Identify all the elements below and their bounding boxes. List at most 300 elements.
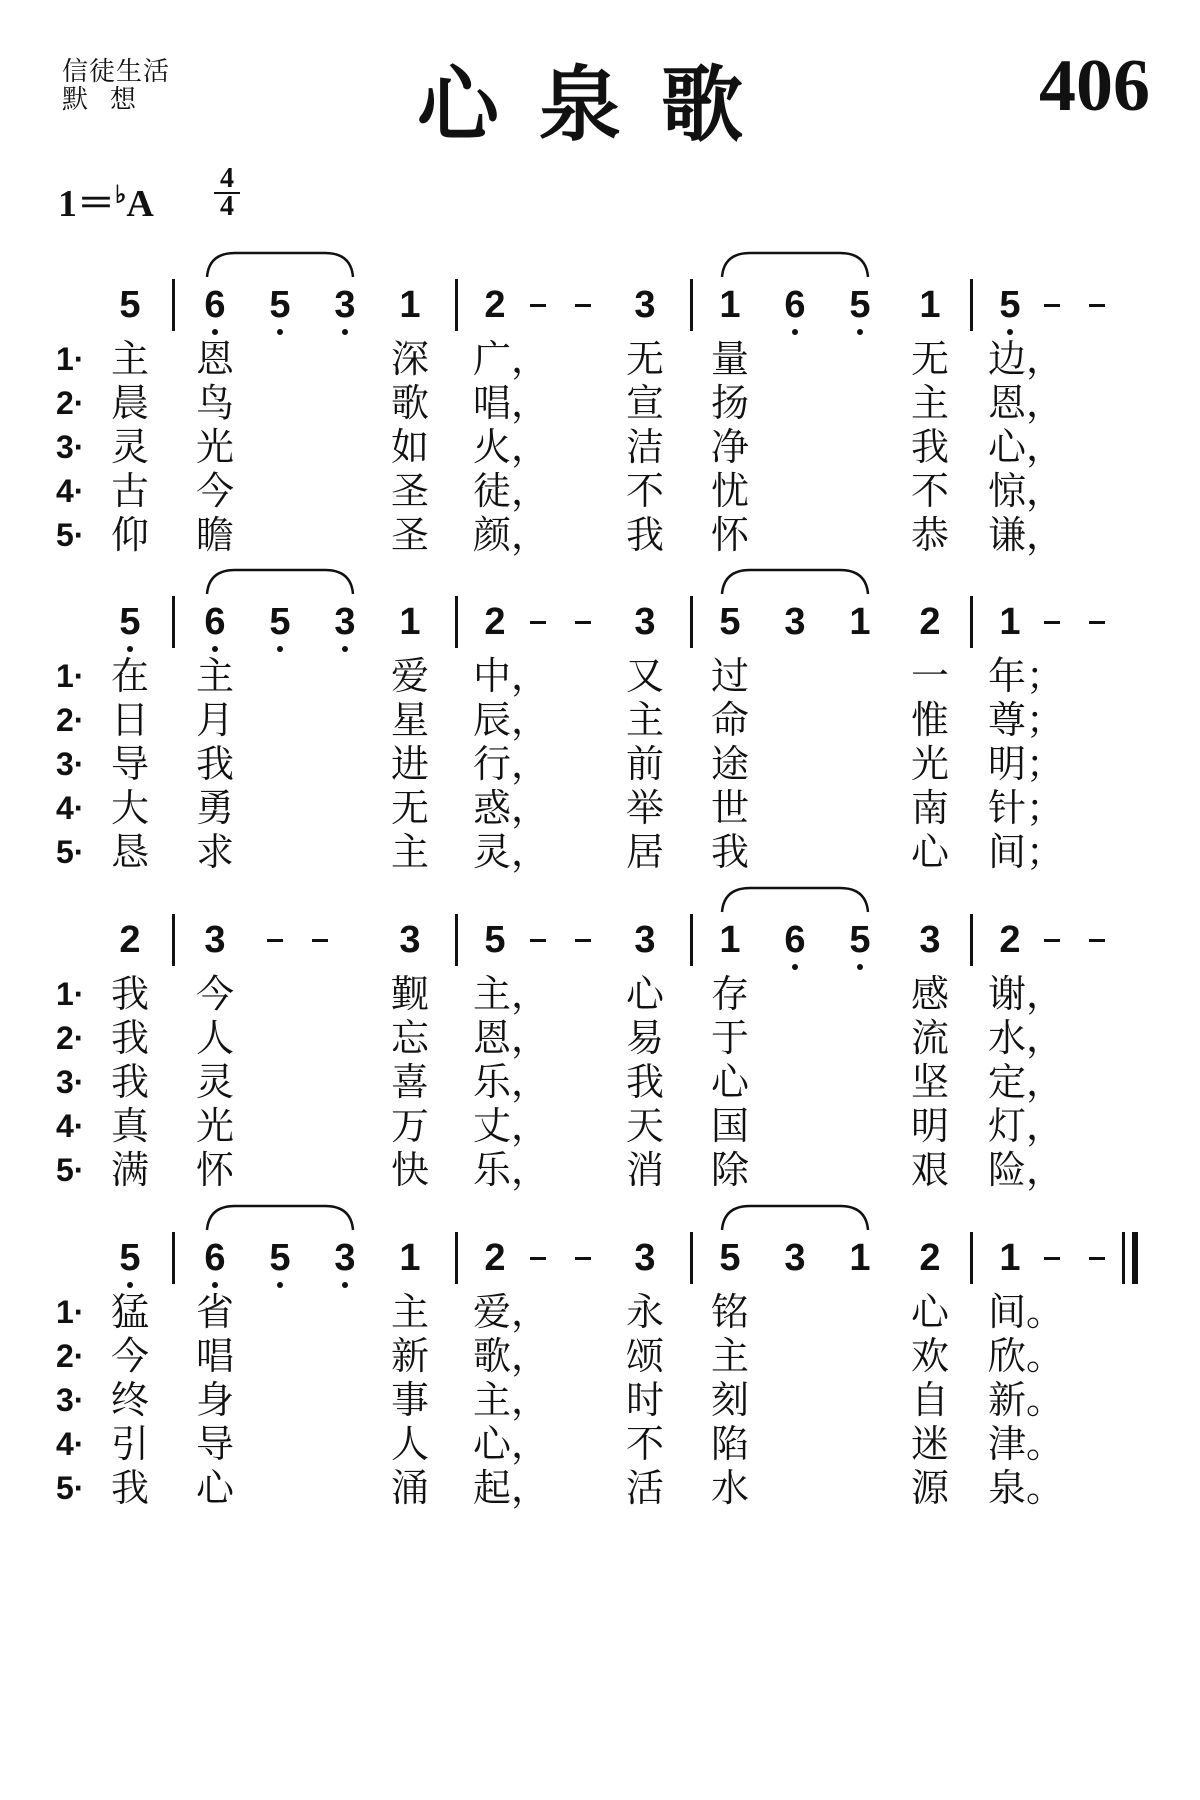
lyric-syllable: 心 [910, 830, 949, 874]
note: 5 [119, 1237, 141, 1279]
lyric-syllable: 主 [390, 1290, 429, 1334]
lyric-syllable: 主 [110, 337, 149, 381]
lyric-syllable: 今 [195, 469, 234, 513]
final-barline [1122, 1232, 1125, 1284]
barline [172, 914, 175, 966]
lyric-syllable: 坚 [910, 1060, 949, 1104]
verse-number: 4· [56, 1426, 85, 1462]
lyric-syllable: 险， [988, 1148, 1065, 1192]
note: 3 [784, 601, 806, 643]
verse-number: 3· [56, 429, 85, 465]
low-octave-dot [857, 329, 863, 335]
lyric-syllable: 陷 [710, 1422, 749, 1466]
lyric-syllable: 谦， [988, 513, 1065, 557]
lyric-syllable: 惑， [473, 786, 550, 830]
verse-number: 2· [56, 702, 85, 738]
lyric-syllable: 铭 [710, 1290, 749, 1334]
lyric-syllable: 涌 [390, 1466, 429, 1510]
lyric-syllable: 人 [195, 1016, 234, 1060]
lyric-syllable: 主 [195, 654, 234, 698]
lyric-syllable: 灵 [195, 1060, 234, 1104]
slur-layer [0, 247, 1200, 287]
lyric-syllable: 爱 [390, 654, 429, 698]
note: 2 [484, 1237, 506, 1279]
lyric-syllable: 举 [625, 786, 664, 830]
lyric-syllable: 身 [195, 1378, 234, 1422]
note: 2 [484, 284, 506, 326]
lyric-syllable: 颜， [473, 513, 550, 557]
verse-number: 4· [56, 473, 85, 509]
lyric-syllable: 心 [710, 1060, 749, 1104]
lyric-syllable: 仰 [110, 513, 149, 557]
lyric-syllable: 边， [988, 337, 1065, 381]
note: 5 [849, 919, 871, 961]
note: 5 [119, 284, 141, 326]
lyric-syllable: 爱， [473, 1290, 550, 1334]
verse-number: 4· [56, 790, 85, 826]
lyric-syllable: 尊； [988, 698, 1065, 742]
lyric-syllable: 今 [195, 972, 234, 1016]
lyric-syllable: 一 [910, 654, 949, 698]
note: 3 [334, 284, 356, 326]
slur-arc [722, 253, 868, 277]
lyric-syllable: 惟 [910, 698, 949, 742]
note: 3 [919, 919, 941, 961]
lyric-syllable: 命 [710, 698, 749, 742]
note: 3 [634, 1237, 656, 1279]
sustain-dash [575, 304, 591, 307]
lyric-syllable: 导 [195, 1422, 234, 1466]
note: 5 [484, 919, 506, 961]
lyric-syllable: 泉。 [988, 1466, 1065, 1510]
sustain-dash [575, 621, 591, 624]
slur-arc [207, 1206, 353, 1230]
lyric-syllable: 新 [390, 1334, 429, 1378]
lyric-syllable: 大 [110, 786, 149, 830]
low-octave-dot [342, 1282, 348, 1288]
note: 3 [634, 919, 656, 961]
key-prefix: 1＝ [58, 183, 116, 225]
lyric-syllable: 活 [625, 1466, 664, 1510]
note: 3 [784, 1237, 806, 1279]
barline [172, 1232, 175, 1284]
note: 6 [204, 1237, 226, 1279]
low-octave-dot [342, 646, 348, 652]
lyric-syllable: 圣 [390, 513, 429, 557]
barline [690, 596, 693, 648]
lyric-syllable: 主 [910, 381, 949, 425]
lyric-syllable: 无 [625, 337, 664, 381]
lyric-syllable: 不 [625, 1422, 664, 1466]
note: 1 [399, 284, 421, 326]
lyric-syllable: 唱， [473, 381, 550, 425]
sustain-dash [530, 939, 546, 942]
hymn-title: 心泉歌 [416, 58, 783, 153]
note: 1 [719, 919, 741, 961]
lyric-syllable: 又 [625, 654, 664, 698]
time-bottom: 4 [220, 191, 234, 222]
lyric-syllable: 宣 [625, 381, 664, 425]
note: 3 [634, 601, 656, 643]
lyric-syllable: 净 [710, 425, 749, 469]
barline [970, 914, 973, 966]
lyric-syllable: 永 [625, 1290, 664, 1334]
note: 6 [204, 601, 226, 643]
lyric-syllable: 怀 [195, 1148, 234, 1192]
lyric-syllable: 乐， [473, 1060, 550, 1104]
lyric-syllable: 主， [473, 1378, 550, 1422]
lyric-syllable: 量 [710, 337, 749, 381]
lyric-syllable: 人 [390, 1422, 429, 1466]
lyric-syllable: 心 [625, 972, 664, 1016]
lyric-syllable: 深 [390, 337, 429, 381]
note: 5 [269, 1237, 291, 1279]
barline [970, 279, 973, 331]
lyric-syllable: 源 [910, 1466, 949, 1510]
sustain-dash [530, 304, 546, 307]
low-octave-dot [212, 1282, 218, 1288]
lyric-syllable: 谢， [988, 972, 1065, 1016]
lyric-syllable: 引 [110, 1422, 149, 1466]
lyric-syllable: 不 [625, 469, 664, 513]
lyric-syllable: 消 [625, 1148, 664, 1192]
verse-number: 1· [56, 1294, 85, 1330]
lyric-syllable: 导 [110, 742, 149, 786]
lyric-syllable: 于 [710, 1016, 749, 1060]
verse-number: 2· [56, 1338, 85, 1374]
slur-layer [0, 1200, 1200, 1240]
lyric-syllable: 存 [710, 972, 749, 1016]
lyric-syllable: 乐， [473, 1148, 550, 1192]
note: 3 [334, 1237, 356, 1279]
lyric-syllable: 间； [988, 830, 1065, 874]
note: 5 [849, 284, 871, 326]
sustain-dash [1089, 1257, 1105, 1260]
note: 3 [204, 919, 226, 961]
verse-number: 2· [56, 385, 85, 421]
sustain-dash [1044, 304, 1060, 307]
lyric-syllable: 居 [625, 830, 664, 874]
lyric-syllable: 心， [473, 1422, 550, 1466]
lyric-syllable: 我 [110, 1060, 149, 1104]
lyric-syllable: 国 [710, 1104, 749, 1148]
lyric-syllable: 新。 [988, 1378, 1065, 1422]
lyric-syllable: 广， [473, 337, 550, 381]
lyric-syllable: 南 [910, 786, 949, 830]
low-octave-dot [342, 329, 348, 335]
final-barline [1132, 1232, 1138, 1284]
lyric-syllable: 我 [710, 830, 749, 874]
lyric-syllable: 主 [710, 1334, 749, 1378]
lyric-syllable: 歌 [390, 381, 429, 425]
note: 3 [634, 284, 656, 326]
lyric-syllable: 光 [195, 1104, 234, 1148]
lyric-syllable: 灵 [110, 425, 149, 469]
lyric-syllable: 歌， [473, 1334, 550, 1378]
note: 2 [484, 601, 506, 643]
lyric-syllable: 恩， [473, 1016, 550, 1060]
lyric-syllable: 怀 [710, 513, 749, 557]
lyric-syllable: 我 [625, 513, 664, 557]
lyric-syllable: 主 [625, 698, 664, 742]
lyric-syllable: 瞻 [195, 513, 234, 557]
barline [690, 1232, 693, 1284]
barline [455, 1232, 458, 1284]
note: 2 [919, 601, 941, 643]
lyric-syllable: 终 [110, 1378, 149, 1422]
low-octave-dot [212, 329, 218, 335]
lyric-syllable: 不 [910, 469, 949, 513]
lyric-syllable: 勇 [195, 786, 234, 830]
note: 5 [719, 1237, 741, 1279]
low-octave-dot [277, 646, 283, 652]
lyric-syllable: 行， [473, 742, 550, 786]
barline [690, 279, 693, 331]
low-octave-dot [857, 964, 863, 970]
lyric-syllable: 欣。 [988, 1334, 1065, 1378]
lyric-syllable: 忧 [710, 469, 749, 513]
verse-number: 3· [56, 1064, 85, 1100]
lyric-syllable: 津。 [988, 1422, 1065, 1466]
lyric-syllable: 省 [195, 1290, 234, 1334]
sustain-dash [530, 1257, 546, 1260]
lyric-syllable: 水， [988, 1016, 1065, 1060]
lyric-syllable: 光 [195, 425, 234, 469]
lyric-syllable: 主， [473, 972, 550, 1016]
lyric-syllable: 明； [988, 742, 1065, 786]
note: 6 [204, 284, 226, 326]
sustain-dash [1044, 939, 1060, 942]
lyric-syllable: 水 [710, 1466, 749, 1510]
note: 1 [919, 284, 941, 326]
verse-number: 1· [56, 976, 85, 1012]
lyric-syllable: 恩， [988, 381, 1065, 425]
lyric-syllable: 星 [390, 698, 429, 742]
lyric-syllable: 天 [625, 1104, 664, 1148]
lyric-syllable: 真 [110, 1104, 149, 1148]
lyric-syllable: 无 [390, 786, 429, 830]
lyric-syllable: 灵， [473, 830, 550, 874]
sustain-dash [1044, 1257, 1060, 1260]
sustain-dash [1044, 621, 1060, 624]
verse-number: 5· [56, 1470, 85, 1506]
lyric-syllable: 唱 [195, 1334, 234, 1378]
lyric-syllable: 年； [988, 654, 1065, 698]
note: 2 [919, 1237, 941, 1279]
lyric-syllable: 感 [910, 972, 949, 1016]
lyric-syllable: 我 [195, 742, 234, 786]
lyric-syllable: 易 [625, 1016, 664, 1060]
note: 5 [119, 601, 141, 643]
sustain-dash [575, 1257, 591, 1260]
slur-arc [722, 570, 868, 594]
lyric-syllable: 流 [910, 1016, 949, 1060]
lyric-syllable: 途 [710, 742, 749, 786]
note: 1 [999, 601, 1021, 643]
note: 6 [784, 284, 806, 326]
lyric-syllable: 古 [110, 469, 149, 513]
lyric-syllable: 无 [910, 337, 949, 381]
slur-arc [207, 570, 353, 594]
lyric-syllable: 过 [710, 654, 749, 698]
sustain-dash [312, 939, 328, 942]
flat-icon: ♭ [115, 182, 127, 209]
note: 1 [399, 1237, 421, 1279]
note: 1 [849, 1237, 871, 1279]
lyric-syllable: 晨 [110, 381, 149, 425]
sustain-dash [1089, 621, 1105, 624]
note: 5 [719, 601, 741, 643]
note: 5 [269, 601, 291, 643]
verse-number: 3· [56, 1382, 85, 1418]
note: 1 [849, 601, 871, 643]
category-line-1: 信徒生活 [62, 57, 171, 87]
lyric-syllable: 中， [473, 654, 550, 698]
low-octave-dot [277, 329, 283, 335]
lyric-syllable: 明 [910, 1104, 949, 1148]
verse-number: 1· [56, 341, 85, 377]
lyric-syllable: 我 [110, 1466, 149, 1510]
verse-number: 1· [56, 658, 85, 694]
lyric-syllable: 丈， [473, 1104, 550, 1148]
lyric-syllable: 除 [710, 1148, 749, 1192]
lyric-syllable: 扬 [710, 381, 749, 425]
sustain-dash [575, 939, 591, 942]
low-octave-dot [277, 1282, 283, 1288]
slur-arc [207, 253, 353, 277]
lyric-syllable: 恩 [195, 337, 234, 381]
note: 5 [269, 284, 291, 326]
low-octave-dot [792, 964, 798, 970]
slur-layer [0, 882, 1200, 922]
note: 5 [999, 284, 1021, 326]
lyric-syllable: 心 [195, 1466, 234, 1510]
barline [455, 596, 458, 648]
note: 1 [399, 601, 421, 643]
lyric-syllable: 日 [110, 698, 149, 742]
lyric-syllable: 艰 [910, 1148, 949, 1192]
low-octave-dot [127, 1282, 133, 1288]
note: 1 [719, 284, 741, 326]
lyric-syllable: 前 [625, 742, 664, 786]
slur-layer [0, 564, 1200, 604]
lyric-syllable: 针； [988, 786, 1065, 830]
time-signature [214, 163, 240, 222]
lyric-syllable: 间。 [988, 1290, 1065, 1334]
lyric-syllable: 主 [390, 830, 429, 874]
lyric-syllable: 满 [110, 1148, 149, 1192]
note: 2 [119, 919, 141, 961]
barline [172, 279, 175, 331]
lyric-syllable: 欢 [910, 1334, 949, 1378]
sustain-dash [530, 621, 546, 624]
lyric-syllable: 我 [110, 972, 149, 1016]
lyric-syllable: 自 [910, 1378, 949, 1422]
lyric-syllable: 起， [473, 1466, 550, 1510]
lyric-syllable: 心 [910, 1290, 949, 1334]
lyric-syllable: 快 [390, 1148, 429, 1192]
lyric-syllable: 我 [625, 1060, 664, 1104]
lyric-syllable: 颂 [625, 1334, 664, 1378]
verse-number: 5· [56, 834, 85, 870]
lyric-syllable: 辰， [473, 698, 550, 742]
lyric-syllable: 求 [195, 830, 234, 874]
lyric-syllable: 光 [910, 742, 949, 786]
sustain-dash [1089, 304, 1105, 307]
lyric-syllable: 定， [988, 1060, 1065, 1104]
lyric-syllable: 恳 [110, 830, 149, 874]
slur-arc [722, 1206, 868, 1230]
low-octave-dot [1007, 329, 1013, 335]
note: 1 [999, 1237, 1021, 1279]
lyric-syllable: 我 [910, 425, 949, 469]
lyric-syllable: 忘 [390, 1016, 429, 1060]
barline [970, 1232, 973, 1284]
lyric-syllable: 圣 [390, 469, 429, 513]
lyric-syllable: 如 [390, 425, 429, 469]
sustain-dash [267, 939, 283, 942]
note: 6 [784, 919, 806, 961]
lyric-syllable: 世 [710, 786, 749, 830]
barline [690, 914, 693, 966]
category-line-2: 默想 [62, 85, 159, 115]
note: 3 [334, 601, 356, 643]
verse-number: 5· [56, 1152, 85, 1188]
hymn-number: 406 [1039, 45, 1150, 127]
lyric-syllable: 灯， [988, 1104, 1065, 1148]
lyric-syllable: 鸟 [195, 381, 234, 425]
lyric-syllable: 洁 [625, 425, 664, 469]
lyric-syllable: 事 [390, 1378, 429, 1422]
lyric-syllable: 徒， [473, 469, 550, 513]
lyric-syllable: 猛 [110, 1290, 149, 1334]
verse-number: 4· [56, 1108, 85, 1144]
lyric-syllable: 进 [390, 742, 429, 786]
note: 2 [999, 919, 1021, 961]
low-octave-dot [212, 646, 218, 652]
lyric-syllable: 火， [473, 425, 550, 469]
verse-number: 5· [56, 517, 85, 553]
low-octave-dot [792, 329, 798, 335]
lyric-syllable: 觐 [390, 972, 429, 1016]
time-top: 4 [220, 163, 234, 194]
lyric-syllable: 月 [195, 698, 234, 742]
lyric-syllable: 刻 [710, 1378, 749, 1422]
barline [172, 596, 175, 648]
key-signature [58, 172, 154, 227]
lyric-syllable: 今 [110, 1334, 149, 1378]
low-octave-dot [127, 646, 133, 652]
lyric-syllable: 惊， [988, 469, 1065, 513]
lyric-syllable: 喜 [390, 1060, 429, 1104]
lyric-syllable: 恭 [910, 513, 949, 557]
lyric-syllable: 迷 [910, 1422, 949, 1466]
slur-arc [722, 888, 868, 912]
lyric-syllable: 我 [110, 1016, 149, 1060]
lyric-syllable: 万 [390, 1104, 429, 1148]
lyric-syllable: 在 [110, 654, 149, 698]
barline [455, 279, 458, 331]
lyric-syllable: 心， [988, 425, 1065, 469]
sustain-dash [1089, 939, 1105, 942]
note: 3 [399, 919, 421, 961]
verse-number: 3· [56, 746, 85, 782]
lyric-syllable: 时 [625, 1378, 664, 1422]
verse-number: 2· [56, 1020, 85, 1056]
barline [455, 914, 458, 966]
barline [970, 596, 973, 648]
key-note: A [126, 183, 154, 225]
